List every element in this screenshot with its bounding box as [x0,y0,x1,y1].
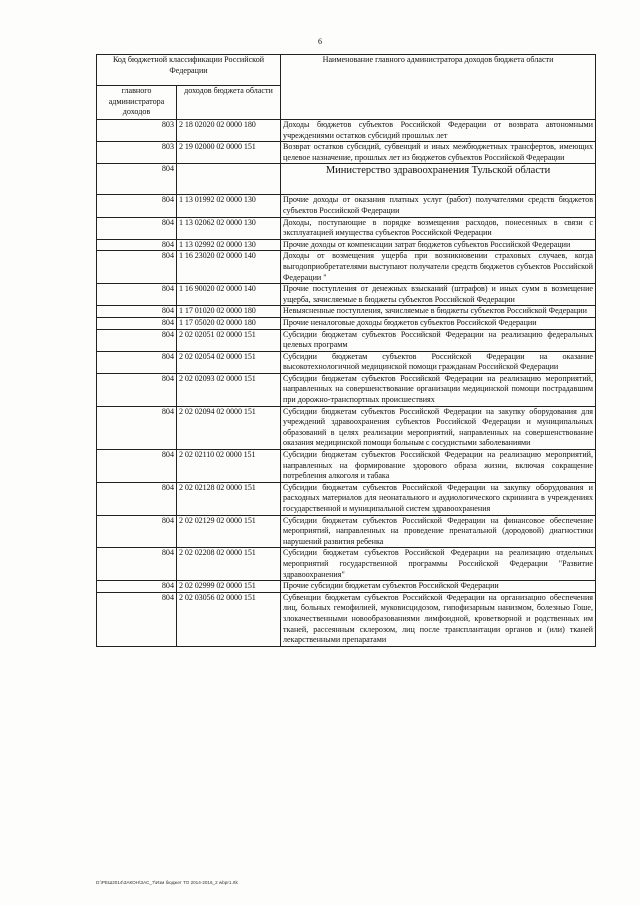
table-row [97,450,596,483]
admin-code-cell: 804 [97,306,177,318]
income-code-cell: 2 02 02128 02 0000 151 [177,482,281,515]
income-code-cell: 1 13 01992 02 0000 130 [177,195,281,217]
income-name-cell: Прочие поступления от денежных взысканий (штрафов) и иных сумм в возмещение ущерба, зачисляемые в бюджеты субъектов Российской Федерации [281,284,596,306]
income-code-cell: 1 13 02062 02 0000 130 [177,217,281,239]
table-row [97,239,596,251]
table-row [97,373,596,406]
income-name-cell: Прочие неналоговые доходы бюджетов субъектов Российской Федерации [281,317,596,329]
admin-code-cell: 804 [97,592,177,646]
table-row [97,406,596,449]
admin-code-cell: 804 [97,251,177,284]
admin-code-cell: 804 [97,317,177,329]
income-code-cell: 1 16 23020 02 0000 140 [177,251,281,284]
income-name-cell: Субсидии бюджетам субъектов Российской Федерации на реализацию мероприятий, направленных на совершенствование организации медицинской помощи пострадавшим при дорожно-транспортных происшествиях [281,373,596,406]
ministry-row [97,164,596,195]
admin-code-cell: 804 [97,351,177,373]
income-name-cell: Субсидии бюджетам субъектов Российской Федерации на закупку оборудования и расходных материалов для неонатального и аудиологического скрининга в учреждениях государственной и муниципальной систем здравоохранения [281,482,596,515]
admin-code-cell: 804 [97,195,177,217]
income-name-cell: Доходы, поступающие в порядке возмещения расходов, понесенных в связи с эксплуатацией имущества субъектов Российской Федерации [281,217,596,239]
table-row [97,120,596,142]
income-code-cell: 2 02 02054 02 0000 151 [177,351,281,373]
table-row [97,284,596,306]
income-code-cell: 2 02 02208 02 0000 151 [177,548,281,581]
admin-code-cell: 804 [97,217,177,239]
income-code-cell: 2 02 02129 02 0000 151 [177,515,281,548]
income-name-cell: Возврат остатков субсидий, субвенций и иных межбюджетных трансфертов, имеющих целевое назначение, прошлых лет из бюджетов субъектов Российской Федерации [281,142,596,164]
income-name-cell: Прочие субсидии бюджетам субъектов Российской Федерации [281,581,596,593]
admin-code-cell: 804 [97,373,177,406]
income-code-cell: 2 02 02051 02 0000 151 [177,329,281,351]
table-row [97,548,596,581]
table-row [97,195,596,217]
table-row [97,142,596,164]
income-name-cell: Субсидии бюджетам субъектов Российской Федерации на реализацию мероприятий, направленных на формирование здорового образа жизни, включая сокращение потребления алкоголя и табака [281,450,596,483]
income-code-cell: 1 17 01020 02 0000 180 [177,306,281,318]
income-code-cell: 1 17 05020 02 0000 180 [177,317,281,329]
income-code-cell: 2 02 02094 02 0000 151 [177,406,281,449]
table-row [97,581,596,593]
admin-code-cell: 803 [97,142,177,164]
table-row [97,317,596,329]
income-code-cell: 2 02 02093 02 0000 151 [177,373,281,406]
table-row [97,351,596,373]
income-code-cell: 2 02 02110 02 0000 151 [177,450,281,483]
income-name-cell: Прочие доходы от оказания платных услуг (работ) получателями средств бюджетов субъектов Российской Федерации [281,195,596,217]
header-admin-column: главного администратора доходов [97,86,177,120]
table-row [97,217,596,239]
admin-code-cell: 804 [97,406,177,449]
income-code-cell: 2 02 03056 02 0000 151 [177,592,281,646]
budget-income-table [96,54,596,647]
table-row [97,482,596,515]
income-name-cell: Субсидии бюджетам субъектов Российской Федерации на оказание высокотехнологичной медицинской помощи гражданам Российской Федерации [281,351,596,373]
admin-code-cell: 804 [97,284,177,306]
table-row [97,251,596,284]
header-name-column: Наименование главного администратора доходов бюджета области [281,55,596,120]
admin-code-cell: 804 [97,239,177,251]
income-name-cell: Субсидии бюджетам субъектов Российской Федерации на закупку оборудования для учреждений здравоохранения субъектов Российской Федерации и муниципальных образований в целях реализации мероприятий, направленных на совершенствование оказания медицинской помощи больным с сосудистыми заболеваниями [281,406,596,449]
admin-code-cell: 804 [97,164,177,195]
table-row [97,306,596,318]
income-name-cell: Невыясненные поступления, зачисляемые в бюджеты субъектов Российской Федерации [281,306,596,318]
admin-code-cell: 804 [97,329,177,351]
income-code-cell: 1 13 02992 02 0000 130 [177,239,281,251]
income-code-cell [177,164,281,195]
file-path-footer: D:\РЕШ2014\ЗАКОН\ЗАС_7\Изм бюджет ТО 2014-2016_2 wbpr1.rtk [96,880,238,885]
page-number: 6 [318,37,322,46]
income-name-cell: Доходы от возмещения ущерба при возникновении страховых случаев, когда выгодоприобретателями выступают получатели средств бюджетов субъектов Российской Федерации " [281,251,596,284]
header-code-group: Код бюджетной классификации Российской Федерации [97,55,281,86]
income-name-cell: Субсидии бюджетам субъектов Российской Федерации на финансовое обеспечение мероприятий, направленных на проведение пренатальной (дородовой) диагностики нарушений развития ребенка [281,515,596,548]
admin-code-cell: 804 [97,548,177,581]
table-row [97,329,596,351]
income-code-cell: 2 19 02000 02 0000 151 [177,142,281,164]
income-name-cell: Прочие доходы от компенсации затрат бюджетов субъектов Российской Федерации [281,239,596,251]
admin-code-cell: 804 [97,450,177,483]
admin-code-cell: 804 [97,515,177,548]
ministry-name-cell: Министерство здравоохранения Тульской области [281,164,596,195]
table-body [97,120,596,647]
income-name-cell: Доходы бюджетов субъектов Российской Федерации от возврата автономными учреждениями остатков субсидий прошлых лет [281,120,596,142]
income-code-cell: 1 16 90020 02 0000 140 [177,284,281,306]
income-name-cell: Субсидии бюджетам субъектов Российской Федерации на реализацию федеральных целевых программ [281,329,596,351]
income-code-cell: 2 18 02020 02 0000 180 [177,120,281,142]
admin-code-cell: 804 [97,482,177,515]
header-income-column: доходов бюджета области [177,86,281,120]
table-row [97,515,596,548]
income-name-cell: Субсидии бюджетам субъектов Российской Федерации на реализацию отдельных мероприятий государственной программы Российской Федерации "Развитие здравоохранения" [281,548,596,581]
table-row [97,592,596,646]
admin-code-cell: 803 [97,120,177,142]
income-code-cell: 2 02 02999 02 0000 151 [177,581,281,593]
admin-code-cell: 804 [97,581,177,593]
income-name-cell: Субвенции бюджетам субъектов Российской Федерации на организацию обеспечения лиц, больных гемофилией, муковисцидозом, гипофизарным нанизмом, болезнью Гоше, злокачественными новообразованиями лимфоидной, кроветворной и родственных им тканей, рассеянным склерозом, лиц после трансплантации органов и (или) тканей лекарственными препаратами [281,592,596,646]
